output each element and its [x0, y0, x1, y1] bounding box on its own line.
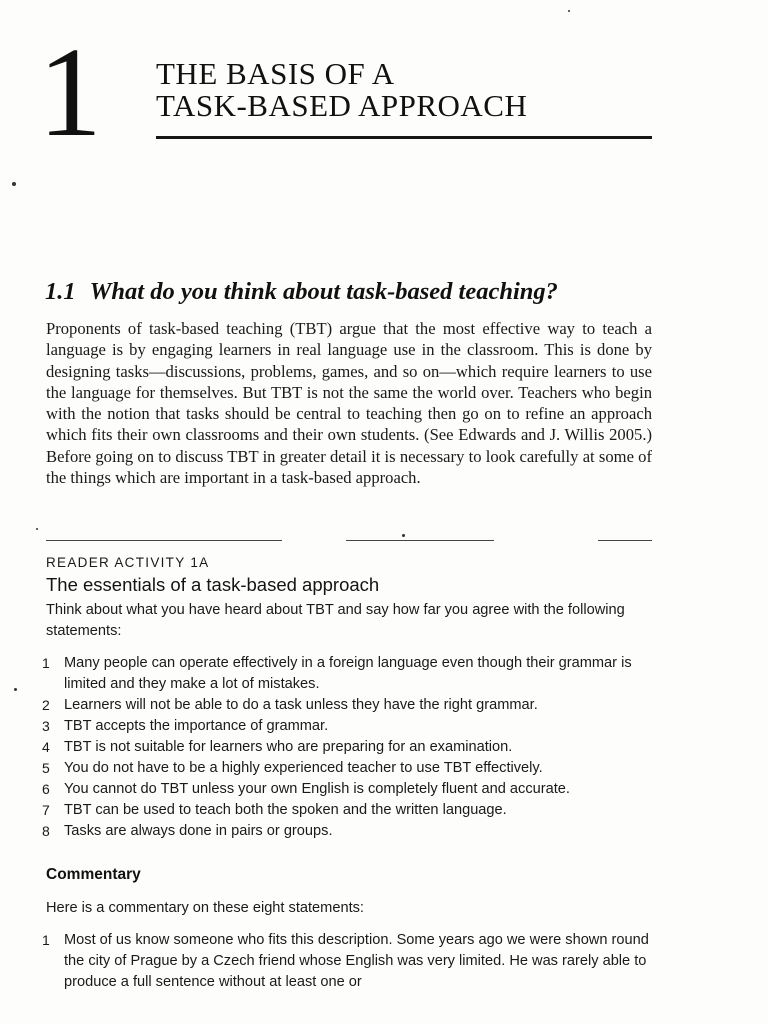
commentary-intro: Here is a commentary on these eight statements: — [46, 900, 364, 916]
chapter-title-line-1: THE BASIS OF A — [156, 56, 395, 91]
statement-text: Many people can operate effectively in a foreign language even though their grammar is limited and they make a lot of mistakes. — [64, 655, 632, 692]
section-number: 1.1 — [45, 278, 76, 305]
statement-number: 7 — [42, 802, 50, 818]
chapter-number: 1 — [38, 21, 100, 163]
statement-list — [42, 653, 662, 842]
statement-text: TBT can be used to teach both the spoken and the written language. — [64, 802, 507, 818]
activity-label: READER ACTIVITY 1A — [46, 555, 210, 570]
list-item — [42, 779, 662, 800]
list-item — [42, 821, 662, 842]
statement-text: Tasks are always done in pairs or groups. — [64, 823, 333, 839]
list-item — [42, 758, 662, 779]
commentary-heading: Commentary — [46, 866, 141, 883]
scan-speck — [36, 528, 38, 530]
list-item — [42, 930, 652, 993]
chapter-title-line-2: TASK-BASED APPROACH — [156, 88, 528, 123]
commentary-list — [42, 930, 652, 993]
statement-text: You cannot do TBT unless your own English is completely fluent and accurate. — [64, 781, 570, 797]
section-paragraph: Proponents of task-based teaching (TBT) argue that the most effective way to teach a language is by engaging learners in real language use in the classroom. This is done by designing tasks—discussions, problems, games, and so on—which require learners to use the language for themselves. But TBT is not the same the world over. Teachers who begin with the notion that tasks should be central to teaching then go on to refine an approach which fits their own classrooms and their own students. (See Edwards and J. Willis 2005.) Before going on to discuss TBT in greater detail it is necessary to look carefully at some of the things which are important in a task-based approach. — [46, 319, 652, 488]
activity-divider — [46, 540, 652, 542]
list-item — [42, 737, 662, 758]
scan-speck — [14, 688, 17, 691]
list-item — [42, 800, 662, 821]
commentary-number: 1 — [42, 932, 50, 948]
statement-text: You do not have to be a highly experienced teacher to use TBT effectively. — [64, 760, 543, 776]
section-heading — [45, 278, 725, 306]
title-rule — [156, 136, 652, 139]
statement-number: 5 — [42, 760, 50, 776]
list-item — [42, 695, 662, 716]
activity-intro: Think about what you have heard about TBT and say how far you agree with the following statements: — [46, 602, 625, 639]
statement-number: 4 — [42, 739, 50, 755]
commentary-text: Most of us know someone who fits this description. Some years ago we were shown round the city of Prague by a Czech friend whose English was very limited. He was rarely able to produce a full sentence without at least one or — [64, 932, 649, 990]
statement-text: TBT accepts the importance of grammar. — [64, 718, 329, 734]
statement-text: TBT is not suitable for learners who are preparing for an examination. — [64, 739, 513, 755]
statement-number: 3 — [42, 718, 50, 734]
section-title: What do you think about task-based teaching? — [89, 278, 558, 305]
scan-speck — [568, 10, 570, 12]
chapter-title — [156, 58, 656, 122]
statement-text: Learners will not be able to do a task unless they have the right grammar. — [64, 697, 538, 713]
list-item — [42, 716, 662, 737]
scan-speck — [402, 534, 405, 537]
activity-title: The essentials of a task-based approach — [46, 574, 380, 595]
statement-number: 1 — [42, 655, 50, 671]
statement-number: 2 — [42, 697, 50, 713]
statement-number: 8 — [42, 823, 50, 839]
scan-speck — [12, 182, 16, 186]
list-item — [42, 653, 662, 695]
statement-number: 6 — [42, 781, 50, 797]
